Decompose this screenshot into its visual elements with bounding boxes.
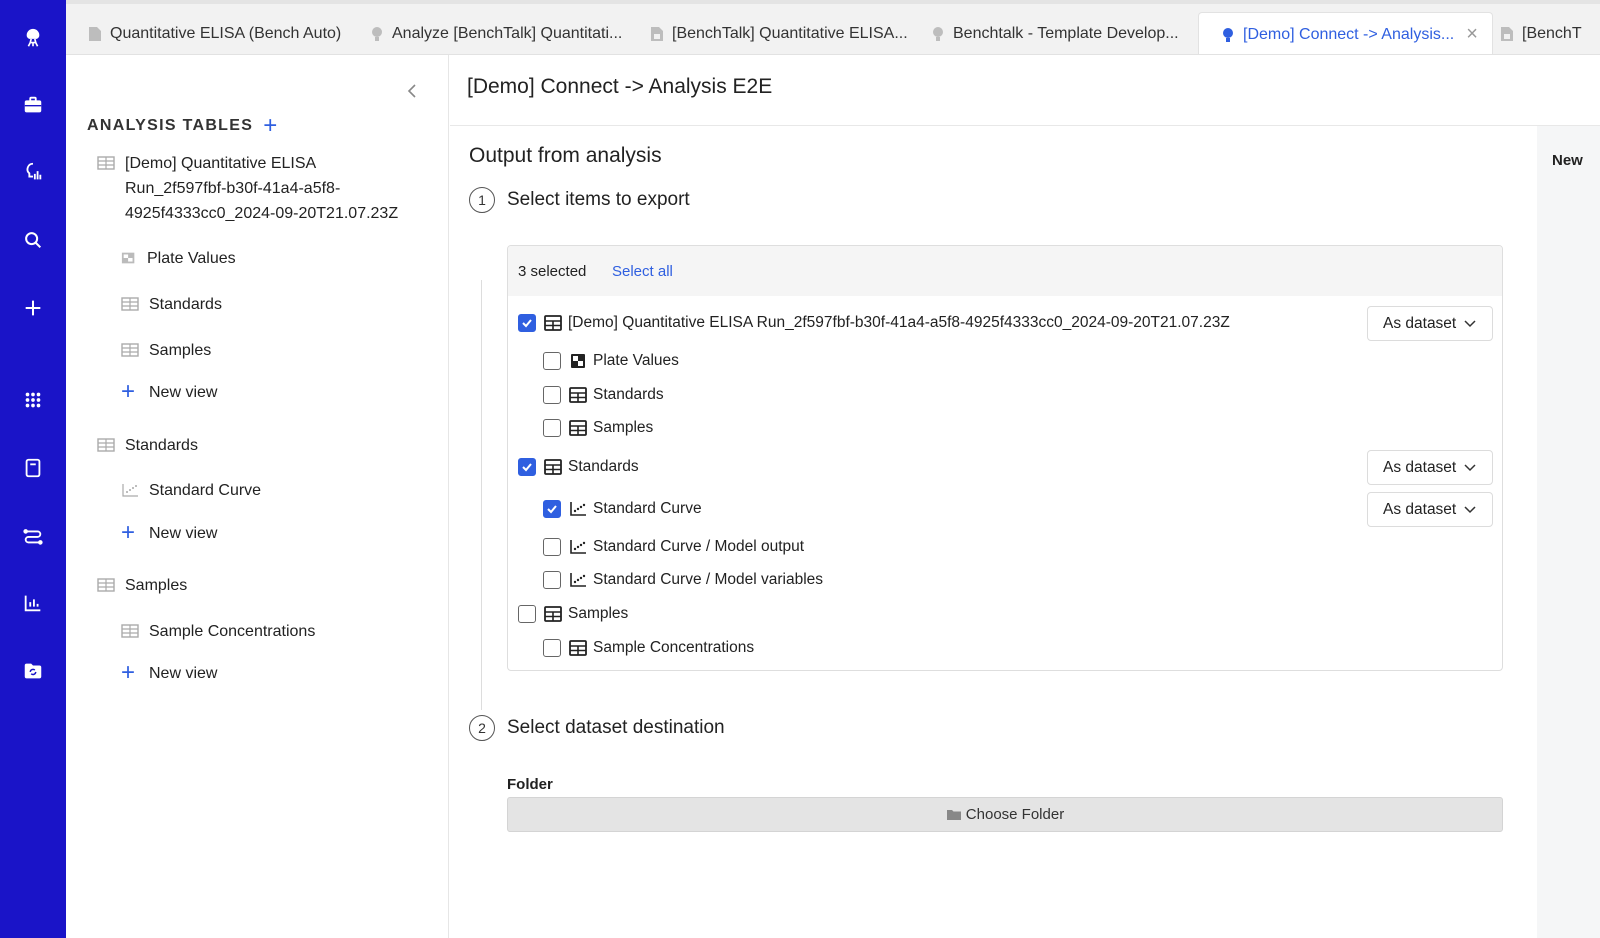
step-2: [469, 715, 725, 741]
check-icon: [521, 461, 533, 473]
tree-dataset[interactable]: [97, 151, 437, 226]
export-mode-dropdown[interactable]: [1367, 492, 1493, 527]
table-icon: [97, 578, 115, 592]
plus-icon: +: [121, 519, 136, 546]
checkbox[interactable]: [543, 352, 561, 370]
chevron-left-icon[interactable]: [402, 81, 422, 101]
tree-label: Samples: [149, 342, 212, 359]
tree-label: New view: [149, 665, 218, 682]
table-icon: [121, 343, 139, 357]
dropdown-value: As dataset: [1383, 314, 1457, 332]
export-row-plate-values[interactable]: [543, 352, 679, 370]
tree-standards-view[interactable]: [121, 292, 222, 317]
close-tab-icon[interactable]: ×: [1466, 23, 1478, 45]
tab-label: [BenchTalk] Quantitative ELISA...: [672, 24, 908, 42]
table-icon: [569, 387, 587, 403]
document-icon: [650, 26, 664, 42]
document-icon: [88, 26, 102, 42]
export-row-standards[interactable]: [518, 458, 639, 476]
export-row-samples-view[interactable]: [543, 419, 653, 437]
table-icon: [544, 459, 562, 475]
step-number: 2: [469, 715, 495, 741]
export-row-samples[interactable]: [518, 605, 628, 623]
briefcase-icon[interactable]: [13, 85, 53, 125]
export-row-model-output[interactable]: [543, 538, 804, 556]
selected-count: 3 selected: [518, 263, 587, 280]
export-row-standard-curve[interactable]: [543, 500, 702, 518]
lightbulb-icon: [1221, 27, 1235, 43]
analysis-tables-panel: [66, 55, 449, 938]
plus-icon[interactable]: [13, 288, 53, 328]
tree-label: Standard Curve: [149, 482, 262, 499]
dataset-name-line: Run_2f597fbf-b30f-41a4-a5f8-: [125, 180, 341, 197]
step-label: Select items to export: [507, 189, 690, 210]
table-icon: [97, 156, 115, 170]
check-icon: [521, 317, 533, 329]
row-label: Plate Values: [593, 352, 679, 369]
tab-label: Benchtalk - Template Develop...: [953, 24, 1179, 42]
chevron-down-icon: [1464, 506, 1476, 514]
tree-standards-table[interactable]: [97, 433, 198, 458]
checkbox[interactable]: [543, 386, 561, 404]
check-icon: [546, 503, 558, 515]
export-row-sample-concentrations[interactable]: [543, 639, 754, 657]
choose-folder-label: Choose Folder: [965, 806, 1065, 823]
tab-label: Quantitative ELISA (Bench Auto): [110, 24, 342, 42]
section-title: Output from analysis: [469, 144, 662, 167]
tree-label: New view: [149, 384, 218, 401]
row-label: Sample Concentrations: [593, 639, 755, 656]
tab-demo-connect-analysis[interactable]: [1198, 12, 1493, 55]
tab-benchtalk-partial[interactable]: [1478, 12, 1596, 55]
tree-label: Plate Values: [147, 250, 236, 267]
right-panel: [1537, 126, 1600, 938]
dropdown-value: As dataset: [1383, 500, 1457, 518]
export-mode-dropdown[interactable]: [1367, 306, 1493, 341]
tree-samples-table[interactable]: [97, 573, 187, 598]
right-panel-label: New: [1552, 152, 1583, 169]
row-label: [Demo] Quantitative ELISA Run_2f597fbf-b30f-41a4-a5f8-4925f4333cc0_2024-09-20T21.07.23Z: [568, 314, 1230, 331]
tree-label: Sample Concentrations: [149, 623, 316, 640]
export-row-standards-view[interactable]: [543, 386, 664, 404]
checkbox[interactable]: [518, 458, 536, 476]
export-mode-dropdown[interactable]: [1367, 450, 1493, 485]
tree-label: Standards: [149, 296, 222, 313]
export-items-box: [507, 245, 1503, 671]
checkbox[interactable]: [543, 571, 561, 589]
tab-label: [BenchT: [1522, 24, 1582, 42]
new-view-button[interactable]: [121, 661, 217, 686]
row-label: Samples: [568, 605, 629, 622]
table-icon: [97, 438, 115, 452]
scatter-chart-icon: [121, 483, 139, 497]
row-label: Standards: [568, 458, 639, 475]
analysis-tables-title: ANALYSIS TABLES: [87, 117, 254, 134]
tree-label: Standards: [125, 437, 198, 454]
bulb-chart-icon[interactable]: [13, 152, 53, 192]
scatter-chart-icon: [569, 501, 587, 517]
tab-analyze-benchtalk[interactable]: [348, 12, 636, 55]
plus-icon: +: [121, 378, 136, 405]
document-icon: [1500, 26, 1514, 42]
tree-label: Samples: [125, 577, 188, 594]
table-icon: [121, 624, 139, 638]
tab-benchtalk-template[interactable]: [909, 12, 1193, 55]
checkbox[interactable]: [518, 605, 536, 623]
dataset-name: [125, 151, 398, 226]
plus-icon: +: [121, 659, 136, 686]
row-label: Standard Curve / Model variables: [593, 571, 824, 588]
tab-bar: [66, 0, 1600, 55]
table-icon: [544, 606, 562, 622]
tab-bar-top-edge: [66, 0, 1600, 4]
logo-icon[interactable]: [13, 18, 53, 58]
new-view-button[interactable]: [121, 521, 217, 546]
checkbox[interactable]: [543, 538, 561, 556]
bar-chart-icon[interactable]: [13, 583, 53, 623]
checkbox[interactable]: [543, 639, 561, 657]
export-header: [508, 246, 1502, 296]
folder-sync-icon[interactable]: [13, 651, 53, 691]
page-title: [Demo] Connect -> Analysis E2E: [467, 75, 773, 98]
lightbulb-icon: [931, 26, 945, 42]
apps-grid-icon[interactable]: [13, 380, 53, 420]
new-view-button[interactable]: [121, 380, 217, 405]
row-label: Samples: [593, 419, 654, 436]
table-icon: [569, 420, 587, 436]
tab-benchtalk-quantitative-elisa[interactable]: [628, 12, 922, 55]
analysis-tables-header: [87, 112, 279, 139]
row-label: Standard Curve / Model output: [593, 538, 805, 555]
divider: [450, 125, 1600, 126]
dropdown-value: As dataset: [1383, 458, 1457, 476]
notebook-icon[interactable]: [13, 448, 53, 488]
export-row-model-variables[interactable]: [543, 571, 823, 589]
step-number: 1: [469, 187, 495, 213]
chevron-down-icon: [1464, 320, 1476, 328]
tree-label: New view: [149, 525, 218, 542]
dataset-name-line: 4925f4333cc0_2024-09-20T21.07.23Z: [125, 205, 399, 222]
checkbox[interactable]: [543, 419, 561, 437]
tree-standard-curve[interactable]: [121, 478, 261, 503]
scatter-chart-icon: [569, 572, 587, 588]
tab-quantitative-elisa-bench-auto[interactable]: [66, 12, 355, 55]
tab-label: Analyze [BenchTalk] Quantitati...: [392, 24, 623, 42]
tree-sample-concentrations[interactable]: [121, 619, 315, 644]
select-all-link[interactable]: Select all: [612, 263, 673, 280]
main-content: [450, 55, 1600, 938]
folder-label: Folder: [507, 776, 553, 793]
table-icon: [569, 640, 587, 656]
step-1: [469, 187, 690, 213]
tree-plate-values[interactable]: [121, 246, 236, 271]
export-row-dataset[interactable]: [518, 314, 1230, 332]
checkbox[interactable]: [543, 500, 561, 518]
table-icon: [544, 315, 562, 331]
row-label: Standard Curve: [593, 500, 702, 517]
lightbulb-icon: [370, 26, 384, 42]
dataset-name-line: [Demo] Quantitative ELISA: [125, 155, 317, 172]
plate-icon: [569, 353, 587, 369]
tree-samples-view[interactable]: [121, 338, 211, 363]
workflow-icon[interactable]: [13, 516, 53, 556]
tab-label: [Demo] Connect -> Analysis...: [1243, 25, 1455, 43]
step-label: Select dataset destination: [507, 717, 725, 738]
chevron-down-icon: [1464, 464, 1476, 472]
checkbox[interactable]: [518, 314, 536, 332]
left-nav-rail: [0, 0, 66, 938]
step-connector: [481, 280, 482, 710]
row-label: Standards: [593, 386, 664, 403]
search-icon[interactable]: [13, 220, 53, 260]
scatter-chart-icon: [569, 539, 587, 555]
plate-icon: [121, 251, 137, 265]
add-table-icon[interactable]: +: [263, 112, 279, 139]
table-icon: [121, 297, 139, 311]
choose-folder-button[interactable]: [507, 797, 1503, 832]
folder-icon: [946, 808, 962, 821]
